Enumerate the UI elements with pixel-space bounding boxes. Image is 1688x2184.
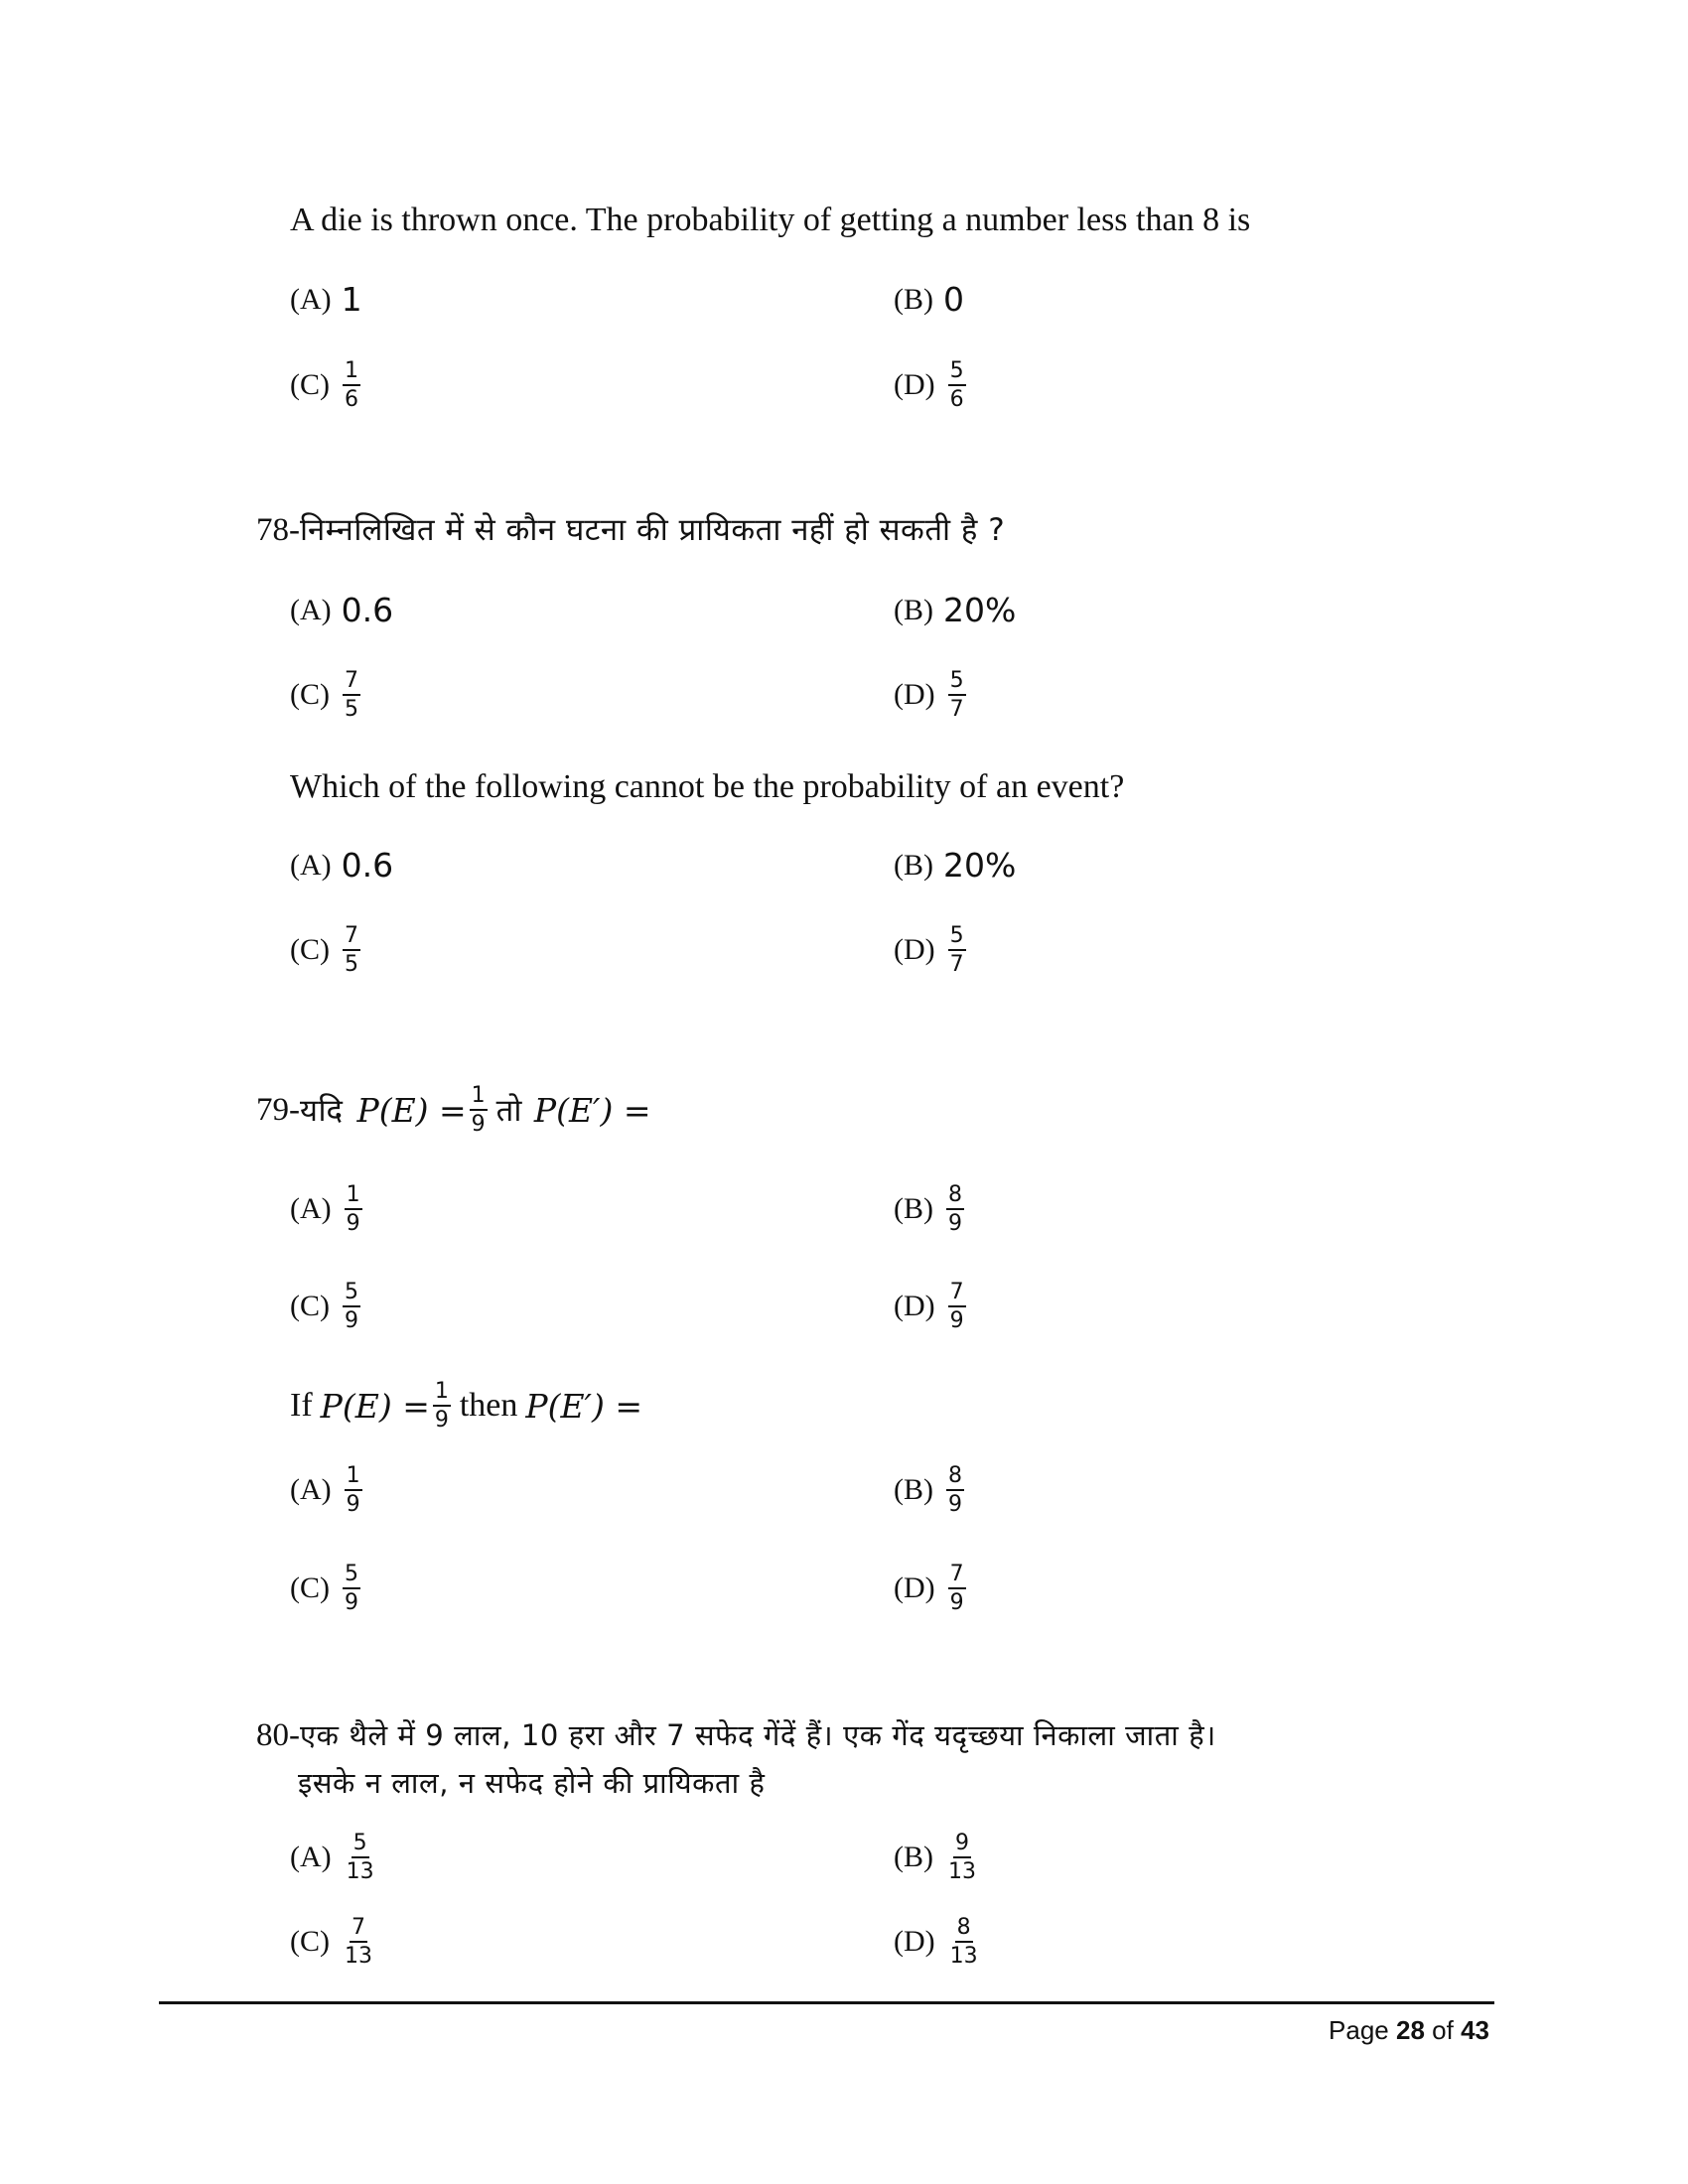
fraction-denominator: 5 [345, 697, 358, 723]
fraction [948, 1916, 980, 1968]
q79-en-option-d [894, 1563, 969, 1614]
q78-hi-option-b [894, 591, 1016, 629]
option-label: (A) [290, 1192, 332, 1226]
fraction [946, 1464, 964, 1516]
q77-en-option-d [894, 359, 969, 411]
fraction-denominator: 7 [949, 697, 964, 723]
fraction-numerator: 7 [343, 924, 360, 951]
option-label: (A) [290, 1841, 332, 1874]
q78-hi-option-c [290, 669, 363, 721]
question-text: निम्नलिखित में से कौन घटना की प्रायिकता नहीं हो सकती है ? [300, 512, 1006, 548]
fraction-numerator: 8 [955, 1916, 973, 1943]
option-label: (C) [290, 1290, 330, 1323]
fraction-numerator: 7 [343, 669, 360, 696]
then-word: तो [495, 1093, 522, 1130]
question-number: 78- [256, 512, 300, 548]
fraction-denominator: 6 [949, 387, 964, 413]
q80-hi-option-a [290, 1832, 379, 1883]
option-label: (B) [894, 848, 933, 882]
fraction-denominator: 9 [345, 1590, 358, 1616]
question-78-hi [256, 508, 1005, 550]
fraction [343, 1281, 360, 1332]
fraction [343, 924, 360, 976]
question-80-hi-line1 [256, 1715, 1216, 1754]
question-number: 80- [256, 1717, 300, 1753]
q78-en-option-d [894, 924, 969, 976]
fraction [948, 359, 966, 411]
fraction-numerator: 5 [948, 669, 966, 696]
q79-en-option-b [894, 1464, 967, 1516]
fraction [343, 1916, 374, 1968]
fraction-denominator: 9 [948, 1211, 962, 1237]
fraction-numerator: 5 [948, 359, 966, 386]
fraction [946, 1183, 964, 1235]
option-label: (C) [290, 368, 330, 402]
option-label: (A) [290, 848, 332, 882]
page-prefix: Page [1329, 2015, 1389, 2045]
fraction [948, 1281, 966, 1332]
q78-en-option-c [290, 924, 363, 976]
option-label: (B) [894, 593, 933, 626]
q80-hi-option-c [290, 1916, 377, 1968]
option-label: (C) [290, 1925, 330, 1959]
option-label: (D) [894, 1571, 935, 1605]
fraction-numerator: 8 [946, 1183, 964, 1210]
fraction-numerator: 1 [470, 1084, 488, 1111]
q79-hi-option-c [290, 1281, 363, 1332]
fraction-numerator: 5 [343, 1563, 360, 1589]
q80-hi-option-b [894, 1832, 981, 1883]
fraction-numerator: 7 [350, 1916, 367, 1943]
fraction-numerator: 9 [953, 1832, 971, 1858]
equation-rhs: P(E′) = [525, 1386, 643, 1426]
fraction [470, 1084, 488, 1136]
fraction-denominator: 9 [949, 1590, 964, 1616]
option-label: (D) [894, 1290, 935, 1323]
fraction-denominator: 7 [949, 952, 964, 978]
fraction [948, 669, 966, 721]
option-label: (C) [290, 933, 330, 967]
fraction-denominator: 13 [345, 1944, 372, 1970]
fraction-denominator: 9 [471, 1112, 486, 1138]
q79-en-option-a [290, 1464, 365, 1516]
fraction-numerator: 1 [345, 1183, 362, 1210]
q78-hi-option-d [894, 669, 969, 721]
equation-rhs: P(E′) = [533, 1090, 651, 1130]
fraction [345, 1183, 362, 1235]
fraction-denominator: 9 [345, 1308, 358, 1334]
option-value: 0.6 [341, 591, 394, 629]
fraction-denominator: 9 [346, 1211, 360, 1237]
option-value: 20% [943, 846, 1017, 885]
option-label: (B) [894, 1473, 933, 1507]
footer-divider [159, 2001, 1494, 2004]
option-label: (C) [290, 678, 330, 712]
fraction-numerator: 8 [946, 1464, 964, 1491]
fraction [433, 1380, 451, 1432]
option-label: (D) [894, 678, 935, 712]
option-value: 20% [943, 591, 1017, 629]
fraction-numerator: 1 [343, 359, 360, 386]
question-79-hi [256, 1084, 651, 1136]
q77-en-option-b [894, 280, 964, 319]
fraction-numerator: 1 [345, 1464, 362, 1491]
then-word: then [459, 1387, 518, 1425]
option-label: (D) [894, 1925, 935, 1959]
option-label: (A) [290, 282, 332, 316]
q79-hi-option-a [290, 1183, 365, 1235]
fraction [343, 1563, 360, 1614]
option-value: 1 [341, 280, 362, 319]
option-label: (D) [894, 368, 935, 402]
fraction-denominator: 13 [346, 1859, 374, 1885]
fraction-denominator: 9 [949, 1308, 964, 1334]
page-total: 43 [1461, 2015, 1489, 2045]
question-number: 79- [256, 1091, 300, 1128]
option-label: (A) [290, 593, 332, 626]
question-77-en-text: A die is thrown once. The probability of getting a number less than 8 is [290, 202, 1251, 238]
q77-en-option-a [290, 280, 362, 319]
option-label: (B) [894, 1192, 933, 1226]
fraction [948, 924, 966, 976]
fraction-denominator: 9 [948, 1492, 962, 1518]
option-label: (D) [894, 933, 935, 967]
fraction-numerator: 1 [433, 1380, 451, 1407]
fraction-denominator: 13 [949, 1944, 978, 1970]
page-of: of [1432, 2015, 1454, 2045]
q77-en-option-c [290, 359, 363, 411]
fraction-denominator: 5 [345, 952, 358, 978]
question-text: इसके न लाल, न सफेद होने की प्रायिकता है [298, 1766, 766, 1800]
question-80-hi-line2 [298, 1763, 766, 1802]
fraction-numerator: 7 [948, 1563, 966, 1589]
if-word: If [290, 1387, 313, 1425]
fraction-numerator: 5 [948, 924, 966, 951]
q80-hi-option-d [894, 1916, 983, 1968]
option-label: (C) [290, 1571, 330, 1605]
fraction-denominator: 13 [948, 1859, 976, 1885]
fraction [946, 1832, 978, 1883]
q79-hi-option-d [894, 1281, 969, 1332]
fraction-denominator: 9 [346, 1492, 360, 1518]
fraction-denominator: 6 [345, 387, 358, 413]
equation-lhs: P(E) = [356, 1090, 467, 1130]
page-number [1329, 2015, 1489, 2046]
q78-hi-option-a [290, 591, 393, 629]
question-79-en [290, 1380, 642, 1432]
q79-hi-option-b [894, 1183, 967, 1235]
if-word: यदि [300, 1093, 344, 1130]
page-current: 28 [1396, 2015, 1425, 2045]
fraction-numerator: 5 [343, 1281, 360, 1307]
question-text: एक थैले में 9 लाल, 10 हरा और 7 सफेद गेंदें हैं। एक गेंद यदृच्छया निकाला जाता है। [300, 1718, 1216, 1752]
fraction [343, 669, 360, 721]
option-value: 0.6 [341, 846, 394, 885]
q79-en-option-c [290, 1563, 363, 1614]
fraction [345, 1832, 376, 1883]
option-label: (A) [290, 1473, 332, 1507]
fraction-numerator: 7 [948, 1281, 966, 1307]
fraction [343, 359, 360, 411]
option-value: 0 [943, 280, 964, 319]
option-label: (B) [894, 1841, 933, 1874]
equation-lhs: P(E) = [320, 1386, 430, 1426]
fraction-numerator: 5 [352, 1832, 369, 1858]
option-label: (B) [894, 282, 933, 316]
question-78-en-text: Which of the following cannot be the probability of an event? [290, 768, 1125, 805]
q78-en-option-b [894, 846, 1016, 885]
fraction [948, 1563, 966, 1614]
fraction [345, 1464, 362, 1516]
fraction-denominator: 9 [434, 1408, 449, 1433]
q78-en-option-a [290, 846, 393, 885]
